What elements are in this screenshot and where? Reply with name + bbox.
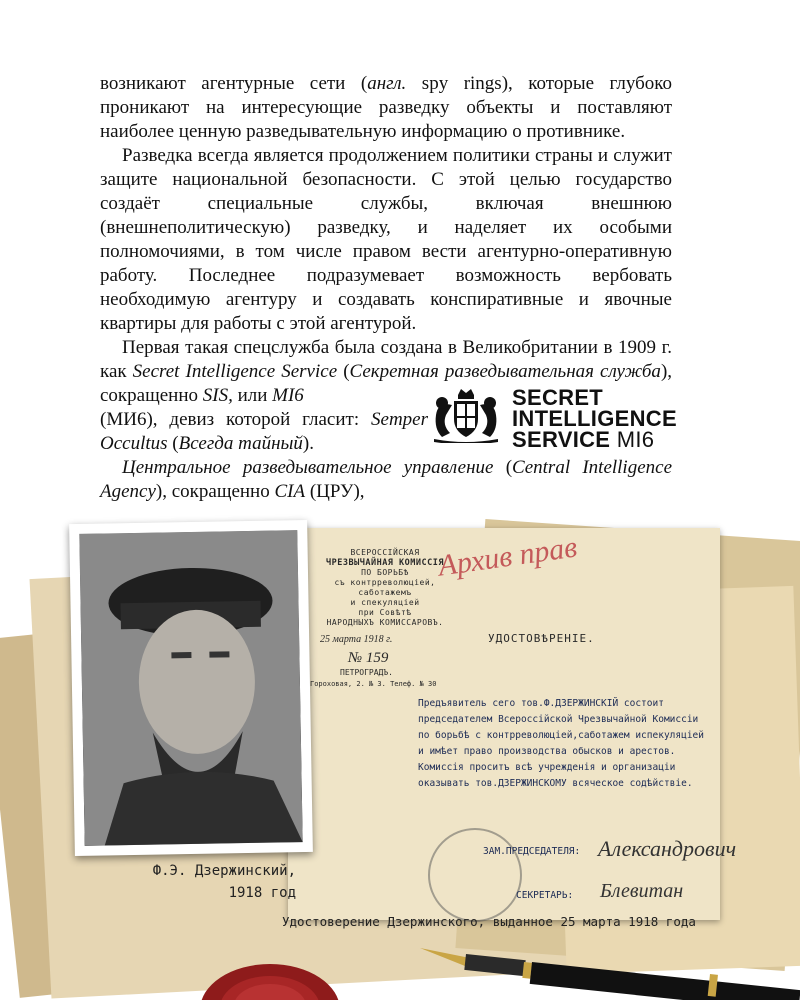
photo-caption: Ф.Э. Дзержинский, 1918 год [152, 863, 296, 901]
fountain-pen-icon [410, 940, 800, 1000]
document-title: УДОСТОВѢРЕНІЕ. [488, 632, 595, 645]
chair-signature: Александрович [598, 836, 737, 861]
document-date: 25 марта 1918 г. [320, 634, 393, 645]
chair-label: ЗАМ.ПРЕДСЕДАТЕЛЯ: [483, 846, 581, 857]
paragraph-4: Центральное разведывательное управление (Central Intelligence Agency), сокращенно CIA (ЦРУ), [100, 457, 673, 502]
round-stamp-icon [428, 828, 522, 922]
document-address: Гороховая, 2. № 3. Телеф. № 30 [310, 680, 437, 688]
sis-wordmark: SECRET INTELLIGENCE SERVICE MI6 [512, 385, 677, 452]
paragraph-3-cont: (МИ6), девиз которой гласит: Semper Occultus (Всегда тайный). [100, 409, 428, 454]
cheka-certificate [288, 528, 737, 920]
secretary-label: СЕКРЕТАРЬ: [516, 890, 574, 901]
portrait-image [79, 530, 302, 846]
portrait-silhouette-icon [79, 530, 302, 846]
document-number: № 159 [348, 650, 389, 666]
wax-seal-icon [190, 920, 340, 1000]
document-caption: Удостоверение Дзержинского, выданное 25 марта 1918 года [282, 914, 696, 929]
document-header: ВСЕРОССІЙСКАЯ ЧРЕЗВЫЧАЙНАЯ КОМИССІЯ ПО БОРЬБѢ съ контрреволюціей, саботажемъ и спекуляціей при Совѣтѣ НАРОДНЫХЪ КОМИССАРОВЪ. [326, 548, 444, 627]
paragraph-2: Разведка всегда является продолжением политики страны и служит защите национальной безопасности. С этой целью государство создаёт специальные службы, включая внешнюю (внешнеполитическую) разведку, и наделяет их особыми полномочиями, в том числе правом вести агентурно-оперативную работу. Последнее подразумевает возможность вербовать необходимую агентуру и создавать конспиративные и явочные квартиры для работы с этой агентурой. [100, 145, 672, 334]
archive-illustration [0, 500, 800, 1000]
document-city: ПЕТРОГРАДЪ. [340, 668, 393, 677]
paragraph-1: возникают агентурные сети (англ. spy rings), которые глубоко проникают на интересующие разведку объекты и поставляют наиболее ценную разведывательную информацию о противнике. [100, 73, 673, 142]
secretary-signature: Блевитан [600, 880, 684, 902]
paragraph-3: Первая такая спецслужба была создана в Великобритании в 1909 г. как Secret Intelligence Service (Секретная разведывательная служба), сокращенно SIS, или MI6 [100, 337, 673, 406]
royal-coat-of-arms-icon [428, 387, 504, 443]
document-body: Предъявитель сего тов.Ф.ДЗЕРЖИНСКІЙ состоит председателем Всероссійской Чрезвычайной Комиссіи по борьбѣ с контрреволюціей,саботажем испекуляціей и имѣет право производства обысков и арестов. Комиссія проситъ всѣ учрежденія и организаціи оказывать тов.ДЗЕРЖИНСКОМУ всяческое содѣйствіе. [418, 698, 704, 789]
archive-mark: Архив прав [436, 530, 580, 583]
sis-logo [428, 385, 718, 452]
dzerzhinsky-photo [69, 520, 313, 856]
